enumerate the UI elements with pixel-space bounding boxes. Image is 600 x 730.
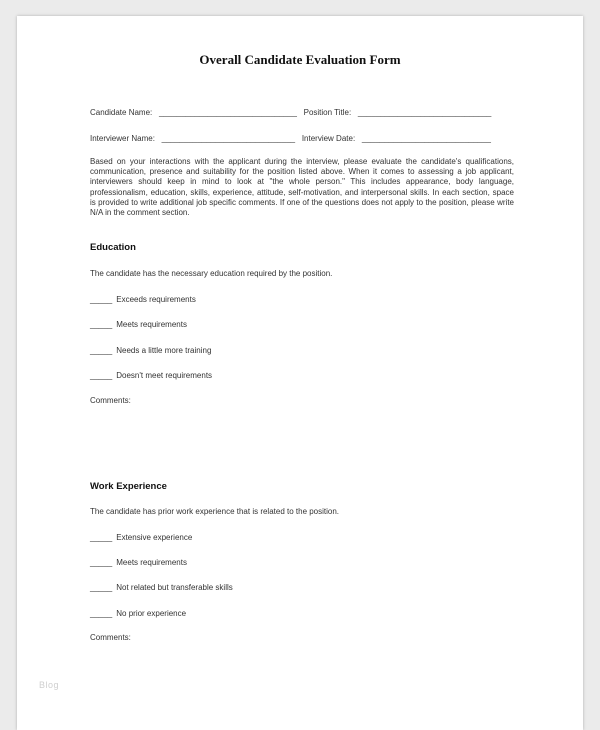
- work-option-transferable[interactable]: [90, 583, 233, 592]
- option-label: Meets requirements: [116, 320, 187, 329]
- education-comments-label: Comments:: [90, 396, 131, 405]
- option-blank[interactable]: _____: [90, 295, 113, 304]
- option-label: Extensive experience: [116, 533, 193, 542]
- option-label: Meets requirements: [116, 558, 187, 567]
- form-title: Overall Candidate Evaluation Form: [199, 52, 401, 67]
- interview-date-label: Interview Date:: [301, 134, 356, 143]
- work-comments-label: Comments:: [90, 633, 131, 642]
- position-title-field[interactable]: ______________________________: [357, 108, 492, 117]
- watermark: Blog: [39, 680, 60, 690]
- candidate-name-field[interactable]: _______________________________: [158, 108, 297, 117]
- option-blank[interactable]: _____: [90, 533, 113, 542]
- position-title-label: Position Title:: [303, 108, 352, 117]
- education-option-exceeds[interactable]: [90, 295, 196, 304]
- intro-paragraph: Based on your interactions with the applicant during the interview, please evaluate the candidate's qualifications, communication, presence and suitability for the position listed above. When it comes to assessing a job applicant, interviewers should keep in mind to look at "the whole person." This includes appearance, body language, professionalism, education, skills, experience, attitude, self-motivation, and interpersonal skills. In each section, space is provided to write additional job specific comments. If one of the questions does not apply to the position, please write N/A in the comment section.: [90, 157, 514, 218]
- option-label: Doesn't meet requirements: [116, 371, 213, 380]
- candidate-position-row: [90, 108, 491, 117]
- education-option-doesnt-meet[interactable]: [90, 371, 212, 380]
- option-label: Exceeds requirements: [116, 295, 196, 304]
- interviewer-name-field[interactable]: ______________________________: [161, 134, 296, 143]
- work-option-meets[interactable]: [90, 558, 187, 567]
- option-blank[interactable]: _____: [90, 583, 113, 592]
- form-page: [17, 16, 583, 730]
- option-label: Needs a little more training: [116, 346, 212, 355]
- option-blank[interactable]: _____: [90, 371, 113, 380]
- work-experience-prompt: The candidate has prior work experience that is related to the position.: [90, 507, 340, 516]
- education-heading: Education: [90, 242, 136, 253]
- interview-date-field[interactable]: _____________________________: [361, 134, 491, 143]
- interviewer-date-row: [90, 134, 491, 143]
- education-option-meets[interactable]: [90, 320, 187, 329]
- candidate-name-label: Candidate Name:: [90, 108, 153, 117]
- option-label: Not related but transferable skills: [116, 583, 233, 592]
- option-blank[interactable]: _____: [90, 558, 113, 567]
- option-label: No prior experience: [116, 609, 187, 618]
- interviewer-name-label: Interviewer Name:: [90, 134, 155, 143]
- work-option-extensive[interactable]: [90, 533, 192, 542]
- option-blank[interactable]: _____: [90, 346, 113, 355]
- option-blank[interactable]: _____: [90, 320, 113, 329]
- education-prompt: The candidate has the necessary education required by the position.: [90, 269, 333, 278]
- option-blank[interactable]: _____: [90, 609, 113, 618]
- work-option-no-prior[interactable]: [90, 609, 186, 618]
- education-option-more-training[interactable]: [90, 346, 211, 355]
- work-experience-heading: Work Experience: [90, 481, 167, 492]
